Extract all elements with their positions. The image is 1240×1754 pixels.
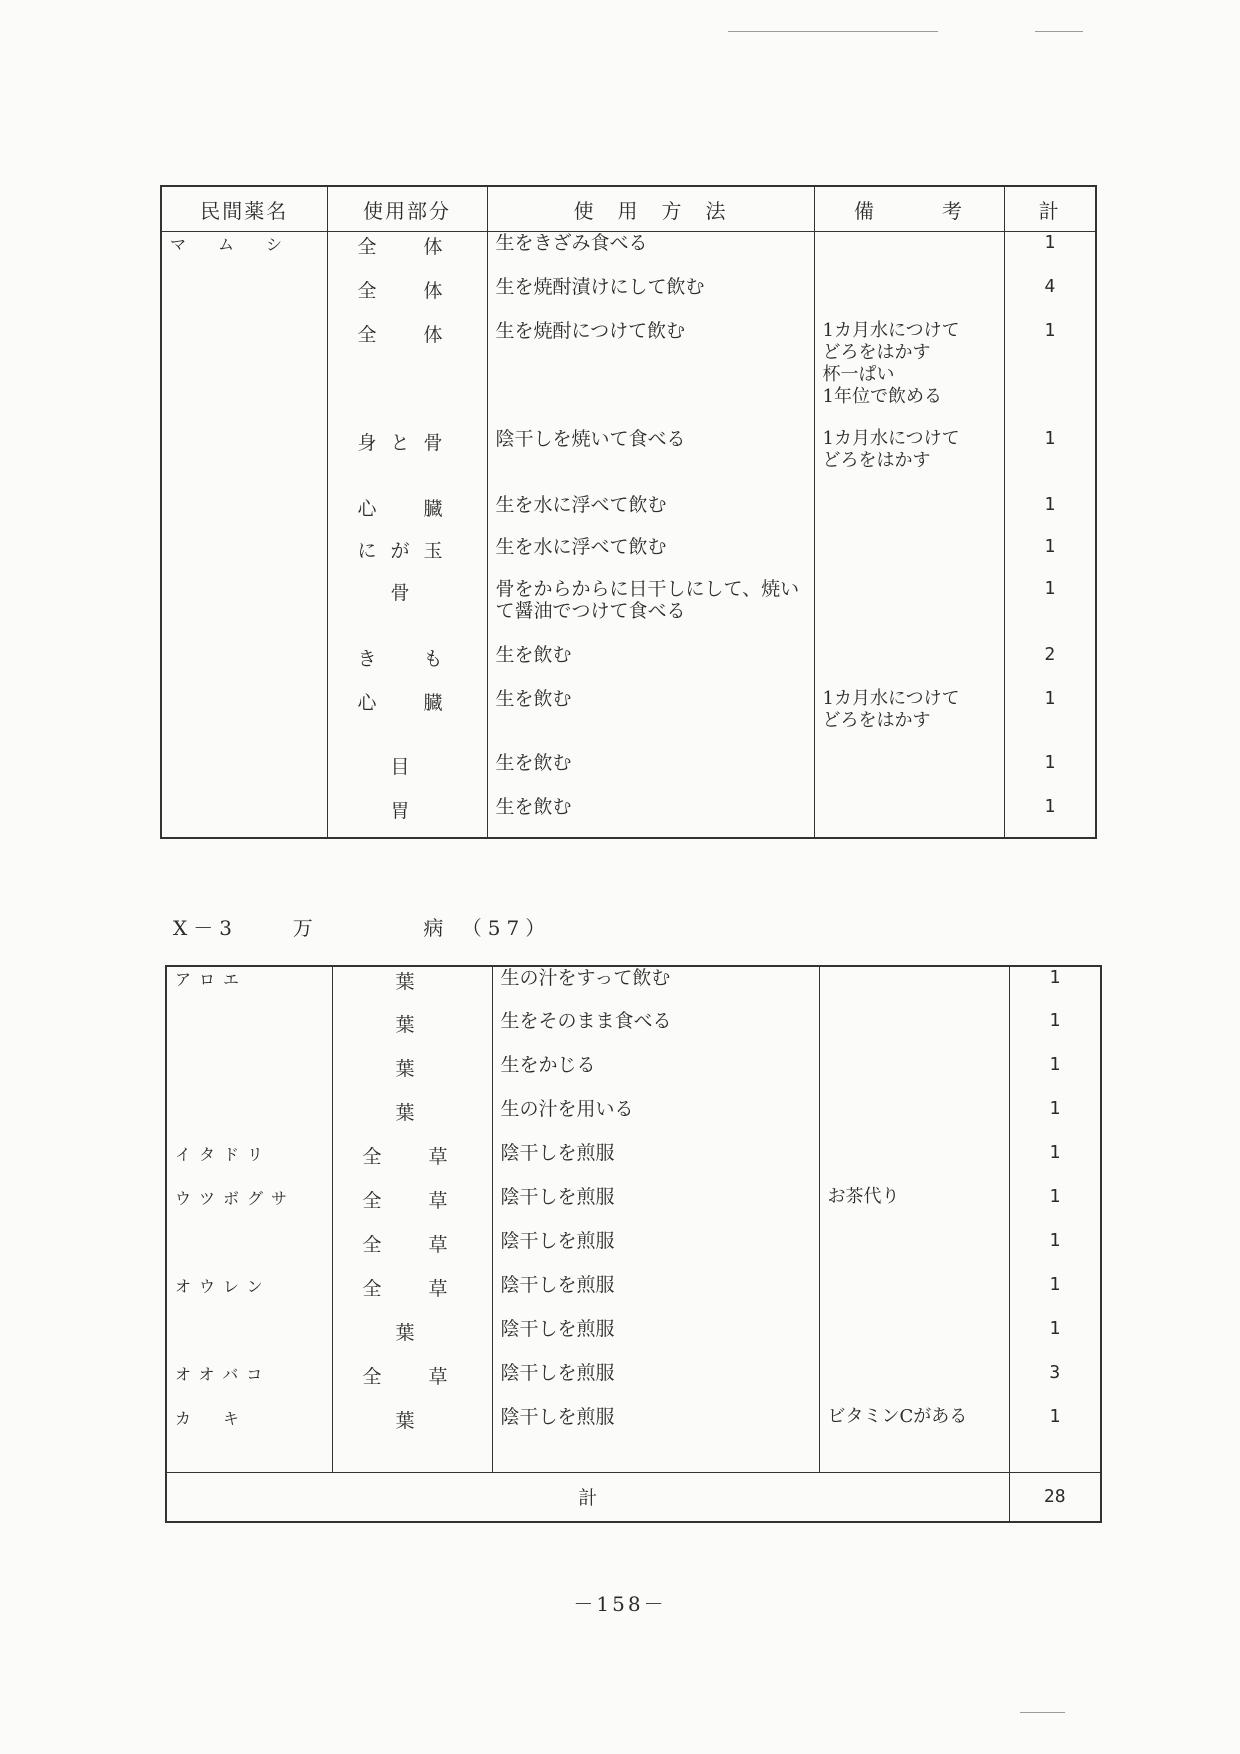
table-row	[161, 494, 1096, 536]
part-used: 全 草	[332, 1362, 492, 1406]
part-used: 胃	[327, 796, 487, 838]
part-used: 葉	[332, 1406, 492, 1472]
remarks	[819, 1098, 1009, 1142]
table-row	[166, 1010, 1101, 1054]
total-row	[166, 1472, 1101, 1522]
remedy-table-mamushi	[160, 185, 1097, 839]
table-row	[161, 276, 1096, 320]
remarks	[819, 1318, 1009, 1362]
section-count: （57）	[461, 916, 552, 940]
usage-method: 陰干しを煎服	[492, 1186, 819, 1230]
section-title-part2: 病	[423, 916, 450, 940]
part-used: 全 体	[327, 320, 487, 428]
medicine-name	[166, 1054, 332, 1098]
medicine-name: ウツボグサ	[166, 1186, 332, 1230]
part-used: 葉	[332, 1010, 492, 1054]
scan-mark-bottom-right	[1020, 1712, 1065, 1713]
medicine-name	[161, 578, 327, 644]
medicine-name: マ ム シ	[161, 232, 327, 276]
remarks	[819, 1010, 1009, 1054]
count: 1	[1009, 1186, 1101, 1230]
usage-method: 生を飲む	[487, 752, 814, 796]
count: 1	[1009, 1010, 1101, 1054]
header-count: 計	[1004, 186, 1096, 232]
count: 1	[1004, 688, 1096, 752]
table-row	[166, 1186, 1101, 1230]
table-row	[166, 1230, 1101, 1274]
remarks	[814, 276, 1004, 320]
usage-method: 骨をからからに日干しにして、焼いて醤油でつけて食べる	[487, 578, 814, 644]
remarks: 1カ月水につけて どろをはかす	[814, 428, 1004, 494]
count: 1	[1009, 1054, 1101, 1098]
medicine-name	[161, 276, 327, 320]
remarks	[814, 644, 1004, 688]
remarks	[814, 494, 1004, 536]
count: 4	[1004, 276, 1096, 320]
table-row	[161, 752, 1096, 796]
part-used: 全 草	[332, 1274, 492, 1318]
count: 1	[1009, 1274, 1101, 1318]
header-remarks: 備 考	[814, 186, 1004, 232]
medicine-name	[166, 1318, 332, 1362]
header-part-used: 使用部分	[327, 186, 487, 232]
medicine-name: カ キ	[166, 1406, 332, 1472]
usage-method: 生を飲む	[487, 644, 814, 688]
count: 3	[1009, 1362, 1101, 1406]
usage-method: 生をきざみ食べる	[487, 232, 814, 276]
table-row	[161, 578, 1096, 644]
count: 2	[1004, 644, 1096, 688]
table-row	[161, 232, 1096, 276]
remarks: 1カ月水につけて どろをはかす 杯一ぱい 1年位で飲める	[814, 320, 1004, 428]
table-row	[161, 320, 1096, 428]
usage-method: 陰干しを煎服	[492, 1274, 819, 1318]
count: 1	[1004, 232, 1096, 276]
table-header-row	[161, 186, 1096, 232]
section-code: X－3	[173, 916, 238, 940]
count: 1	[1004, 494, 1096, 536]
scan-mark-top	[728, 31, 938, 32]
remarks	[814, 752, 1004, 796]
count: 1	[1009, 1142, 1101, 1186]
part-used: 心 臓	[327, 494, 487, 536]
part-used: にが玉	[327, 536, 487, 578]
medicine-name: アロエ	[166, 966, 332, 1010]
part-used: 骨	[327, 578, 487, 644]
part-used: 葉	[332, 966, 492, 1010]
count: 1	[1004, 536, 1096, 578]
table-row	[166, 1142, 1101, 1186]
part-used: 葉	[332, 1098, 492, 1142]
remarks: お茶代り	[819, 1186, 1009, 1230]
page-number: －158－	[573, 1592, 667, 1616]
remarks: ビタミンCがある	[819, 1406, 1009, 1472]
usage-method: 生を水に浮べて飲む	[487, 536, 814, 578]
part-used: 葉	[332, 1318, 492, 1362]
medicine-name: イタドリ	[166, 1142, 332, 1186]
count: 1	[1009, 1230, 1101, 1274]
usage-method: 生を水に浮べて飲む	[487, 494, 814, 536]
table-row	[166, 1098, 1101, 1142]
table-row	[166, 966, 1101, 1010]
remedy-table-all-diseases	[165, 965, 1102, 1523]
usage-method: 陰干しを焼いて食べる	[487, 428, 814, 494]
count: 1	[1004, 320, 1096, 428]
header-folk-medicine-name: 民間薬名	[161, 186, 327, 232]
remarks	[819, 1274, 1009, 1318]
part-used: 身と骨	[327, 428, 487, 494]
usage-method: 生をかじる	[492, 1054, 819, 1098]
medicine-name: オウレン	[166, 1274, 332, 1318]
usage-method: 生を焼酎につけて飲む	[487, 320, 814, 428]
count: 1	[1009, 1098, 1101, 1142]
usage-method: 陰干しを煎服	[492, 1406, 819, 1472]
table-row	[161, 644, 1096, 688]
count: 1	[1009, 966, 1101, 1010]
usage-method: 陰干しを煎服	[492, 1142, 819, 1186]
table-row	[166, 1274, 1101, 1318]
part-used: き も	[327, 644, 487, 688]
part-used: 心 臓	[327, 688, 487, 752]
medicine-name	[161, 796, 327, 838]
usage-method: 陰干しを煎服	[492, 1362, 819, 1406]
remarks	[819, 1142, 1009, 1186]
medicine-name	[161, 688, 327, 752]
count: 1	[1004, 752, 1096, 796]
medicine-name: オオバコ	[166, 1362, 332, 1406]
total-label: 計	[166, 1472, 1009, 1522]
remarks	[819, 1362, 1009, 1406]
scan-mark-top-right	[1035, 31, 1083, 32]
usage-method: 生の汁を用いる	[492, 1098, 819, 1142]
table-row	[161, 688, 1096, 752]
count: 1	[1004, 578, 1096, 644]
section-heading	[173, 912, 551, 941]
table-row	[161, 428, 1096, 494]
usage-method: 生を焼酎漬けにして飲む	[487, 276, 814, 320]
part-used: 全 体	[327, 276, 487, 320]
part-used: 全 草	[332, 1230, 492, 1274]
total-count: 28	[1009, 1472, 1101, 1522]
count: 1	[1004, 428, 1096, 494]
part-used: 目	[327, 752, 487, 796]
remarks	[814, 536, 1004, 578]
medicine-name	[161, 752, 327, 796]
header-usage-method: 使 用 方 法	[487, 186, 814, 232]
part-used: 全 体	[327, 232, 487, 276]
table-row	[161, 796, 1096, 838]
section-title-part1: 万	[292, 916, 319, 940]
remarks	[819, 1230, 1009, 1274]
count: 1	[1009, 1318, 1101, 1362]
usage-method: 生を飲む	[487, 688, 814, 752]
count: 1	[1009, 1406, 1101, 1472]
table-row	[161, 536, 1096, 578]
medicine-name	[166, 1230, 332, 1274]
remarks	[819, 1054, 1009, 1098]
table-row	[166, 1406, 1101, 1472]
part-used: 全 草	[332, 1142, 492, 1186]
medicine-name	[161, 494, 327, 536]
remarks	[814, 232, 1004, 276]
medicine-name	[166, 1098, 332, 1142]
part-used: 葉	[332, 1054, 492, 1098]
remarks: 1カ月水につけて どろをはかす	[814, 688, 1004, 752]
count: 1	[1004, 796, 1096, 838]
usage-method: 生をそのまま食べる	[492, 1010, 819, 1054]
medicine-name	[161, 644, 327, 688]
part-used: 全 草	[332, 1186, 492, 1230]
medicine-name	[166, 1010, 332, 1054]
medicine-name	[161, 428, 327, 494]
remarks	[814, 578, 1004, 644]
table-row	[166, 1362, 1101, 1406]
usage-method: 陰干しを煎服	[492, 1230, 819, 1274]
medicine-name	[161, 536, 327, 578]
usage-method: 陰干しを煎服	[492, 1318, 819, 1362]
medicine-name	[161, 320, 327, 428]
remarks	[814, 796, 1004, 838]
table-row	[166, 1054, 1101, 1098]
remarks	[819, 966, 1009, 1010]
usage-method: 生の汁をすって飲む	[492, 966, 819, 1010]
usage-method: 生を飲む	[487, 796, 814, 838]
table-row	[166, 1318, 1101, 1362]
